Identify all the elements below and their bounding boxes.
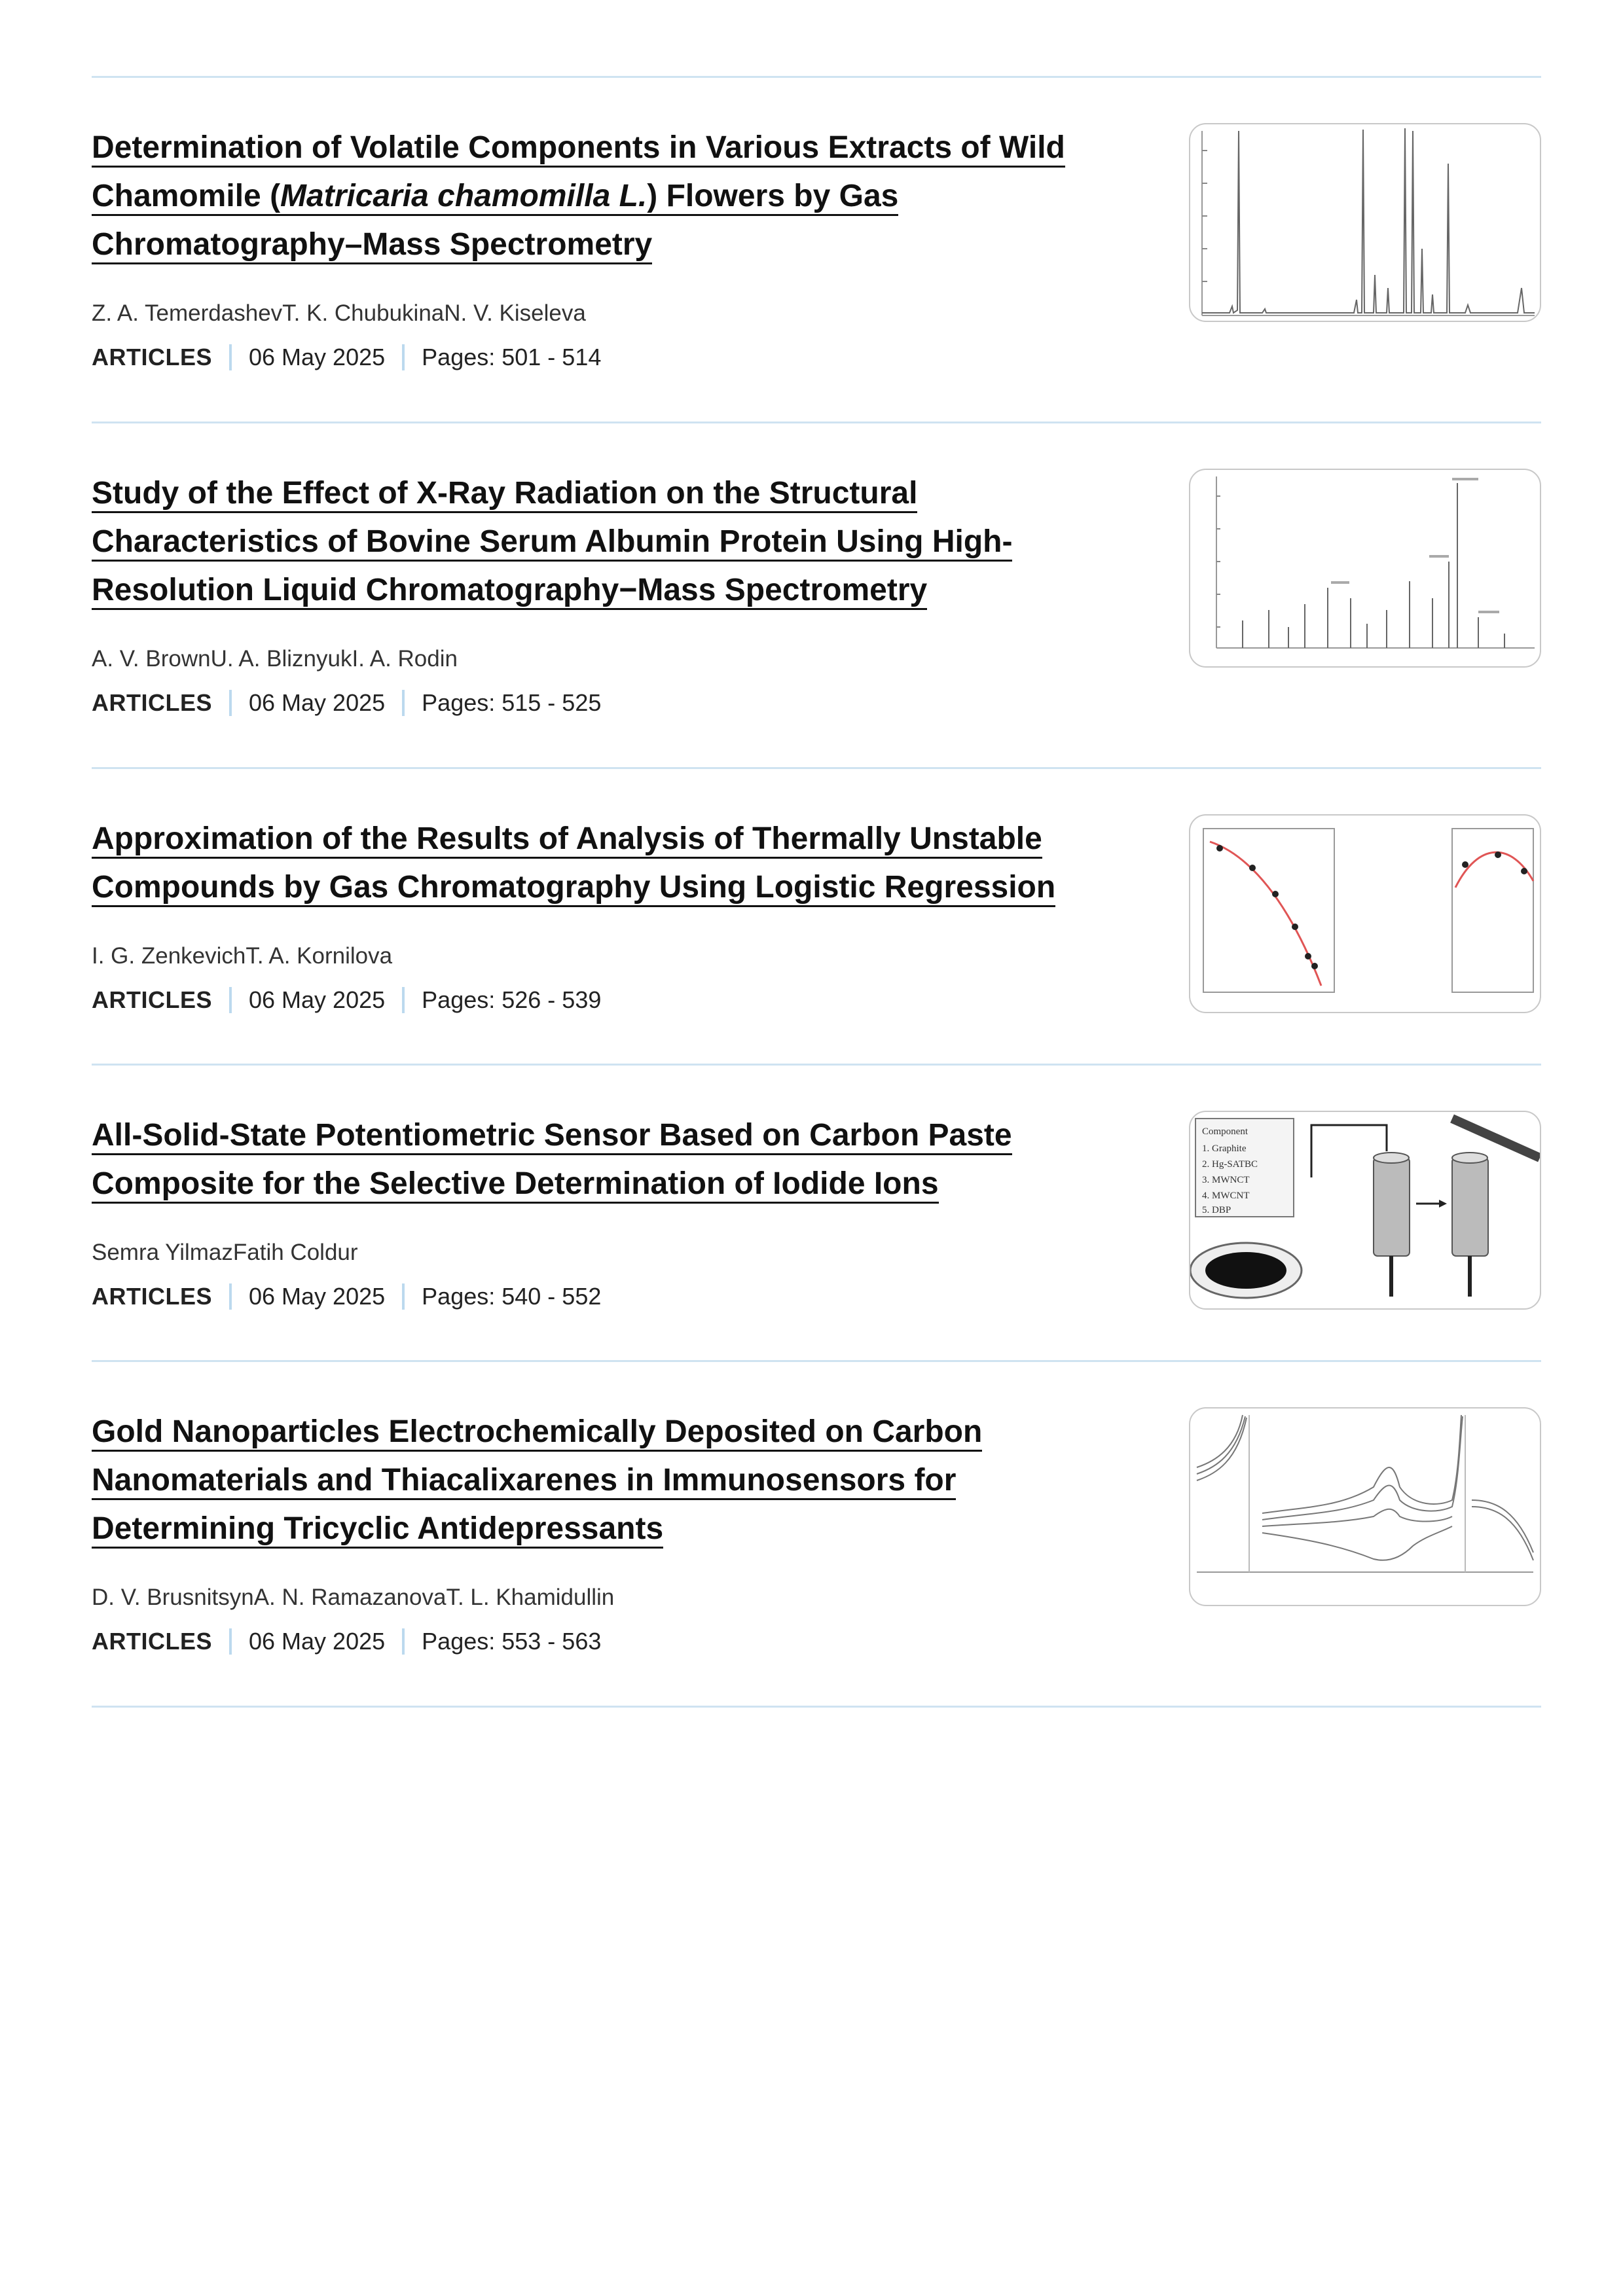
article-title-link[interactable]: Determination of Volatile Components in Various Extracts of Wild Chamomile (Matricaria chamomilla L.) Flowers by Gas Chromatography–Mass Spectrometry xyxy=(92,130,1065,264)
article-type: ARTICLES xyxy=(92,1628,212,1655)
article-title xyxy=(92,124,1146,269)
article-authors: A. V. BrownU. A. BliznyukI. A. Rodin xyxy=(92,646,458,672)
article-item xyxy=(92,1066,1541,1360)
divider xyxy=(92,1706,1541,1708)
meta-separator xyxy=(402,1283,405,1310)
voltammogram-thumbnail[interactable] xyxy=(1189,1407,1541,1606)
article-item xyxy=(92,78,1541,422)
article-meta xyxy=(92,1283,601,1310)
meta-separator xyxy=(229,344,232,370)
article-title xyxy=(92,469,1146,615)
article-title xyxy=(92,815,1146,912)
article-pages: Pages: 526 - 539 xyxy=(422,986,602,1013)
scheme-label: 3. MWNCT xyxy=(1202,1175,1250,1185)
meta-separator xyxy=(229,987,232,1013)
meta-separator xyxy=(229,690,232,716)
meta-separator xyxy=(402,1628,405,1655)
meta-separator xyxy=(229,1628,232,1655)
article-authors: Z. A. TemerdashevT. K. ChubukinaN. V. Kiseleva xyxy=(92,300,586,326)
article-list xyxy=(92,76,1541,1708)
sensor-scheme-thumbnail[interactable] xyxy=(1189,1111,1541,1310)
article-title-link[interactable]: Approximation of the Results of Analysis of Thermally Unstable Compounds by Gas Chromatography Using Logistic Regression xyxy=(92,821,1055,907)
article-item xyxy=(92,423,1541,767)
article-item xyxy=(92,1362,1541,1706)
article-pages: Pages: 553 - 563 xyxy=(422,1628,602,1655)
article-authors: D. V. BrusnitsynA. N. RamazanovaT. L. Khamidullin xyxy=(92,1585,615,1610)
mass-spectrum-thumbnail[interactable] xyxy=(1189,469,1541,668)
meta-separator xyxy=(229,1283,232,1310)
article-title-link[interactable]: All-Solid-State Potentiometric Sensor Based on Carbon Paste Composite for the Selective Determination of Iodide Ions xyxy=(92,1118,1012,1204)
article-pages: Pages: 540 - 552 xyxy=(422,1283,602,1310)
article-title xyxy=(92,1408,1146,1553)
article-type: ARTICLES xyxy=(92,986,212,1013)
article-title-link[interactable]: Gold Nanoparticles Electrochemically Deposited on Carbon Nanomaterials and Thiacalixarenes in Immunosensors for Determining Tricyclic Antidepressants xyxy=(92,1414,982,1549)
chromatogram-thumbnail[interactable] xyxy=(1189,123,1541,322)
meta-separator xyxy=(402,344,405,370)
meta-separator xyxy=(402,987,405,1013)
scheme-label: Component xyxy=(1202,1126,1248,1137)
scheme-label: 2. Hg-SATBC xyxy=(1202,1159,1258,1170)
article-meta xyxy=(92,986,601,1014)
article-item xyxy=(92,769,1541,1064)
article-pages: Pages: 501 - 514 xyxy=(422,344,602,370)
scheme-label: 4. MWCNT xyxy=(1202,1191,1250,1201)
article-date: 06 May 2025 xyxy=(249,986,386,1013)
meta-separator xyxy=(402,690,405,716)
article-meta xyxy=(92,344,601,371)
article-meta xyxy=(92,689,601,717)
article-date: 06 May 2025 xyxy=(249,689,386,716)
regression-plot-thumbnail[interactable] xyxy=(1189,814,1541,1013)
article-type: ARTICLES xyxy=(92,689,212,716)
article-title-link[interactable]: Study of the Effect of X-Ray Radiation on the Structural Characteristics of Bovine Serum Albumin Protein Using High-Resolution Liquid Chromatography−Mass Spectrometry xyxy=(92,476,1012,610)
article-date: 06 May 2025 xyxy=(249,1283,386,1310)
article-authors: I. G. ZenkevichT. A. Kornilova xyxy=(92,943,393,969)
article-date: 06 May 2025 xyxy=(249,1628,386,1655)
article-pages: Pages: 515 - 525 xyxy=(422,689,602,716)
scheme-label: 5. DBP xyxy=(1202,1205,1231,1215)
article-date: 06 May 2025 xyxy=(249,344,386,370)
article-type: ARTICLES xyxy=(92,1283,212,1310)
article-type: ARTICLES xyxy=(92,344,212,370)
article-title xyxy=(92,1111,1146,1208)
article-authors: Semra YilmazFatih Coldur xyxy=(92,1240,358,1265)
article-meta xyxy=(92,1628,601,1655)
scheme-label: 1. Graphite xyxy=(1202,1143,1247,1154)
